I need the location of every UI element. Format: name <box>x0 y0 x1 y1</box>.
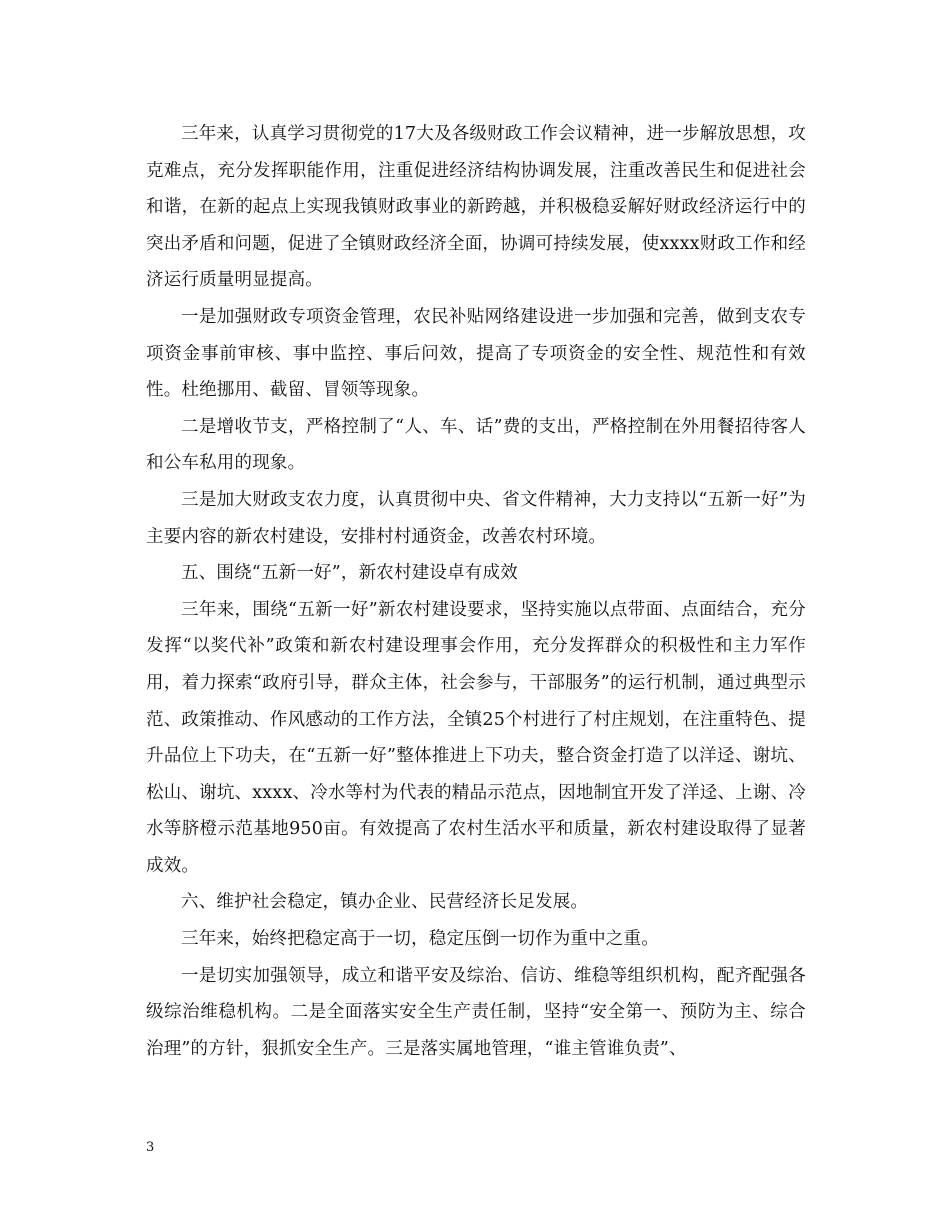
page-number: 3 <box>146 1140 155 1155</box>
paragraph-8: 三年来，始终把稳定高于一切，稳定压倒一切作为重中之重。 <box>181 929 659 950</box>
document-body <box>146 116 806 1067</box>
paragraph-6: 三年来，围绕“五新一好”新农村建设要求，坚持实施以点带面、点面结合，充分发挥“以奖代补”政策和新农村建设理事会作用，充分发挥群众的积极性和主力军作用，着力探索“政府引导，群众主体，社会参与，干部服务”的运行机制，通过典型示范、政策推动、作风感动的工作方法，全镇25个村进行了村庄规划，在注重特色、提升品位上下功夫，在“五新一好”整体推进上下功夫，整合资金打造了以洋迳、谢坑、松山、谢坑、xxxx、冷水等村为代表的精品示范点，因地制宜开发了洋迳、上谢、冷水等脐橙示范基地950亩。有效提高了农村生活水平和质量，新农村建设取得了显著成效。 <box>146 599 806 876</box>
paragraph-3: 二是增收节支，严格控制了“人、车、话”费的支出，严格控制在外用餐招待客人和公车私用的现象。 <box>146 416 806 474</box>
section-heading-5: 五、围绕“五新一好”，新农村建设卓有成效 <box>181 563 518 584</box>
paragraph-2: 一是加强财政专项资金管理，农民补贴网络建设进一步加强和完善，做到支农专项资金事前审核、事中监控、事后问效，提高了专项资金的安全性、规范性和有效性。杜绝挪用、截留、冒领等现象。 <box>146 306 806 401</box>
paragraph-9: 一是切实加强领导，成立和谐平安及综治、信访、维稳等组织机构，配齐配强各级综治维稳机构。二是全面落实安全生产责任制，坚持“安全第一、预防为主、综合治理”的方针，狠抓安全生产。三是落实属地管理，“谁主管谁负责”、 <box>146 965 806 1059</box>
section-heading-6: 六、维护社会稳定，镇办企业、民营经济长足发展。 <box>181 892 589 913</box>
paragraph-1: 三年来，认真学习贯彻党的17大及各级财政工作会议精神，进一步解放思想，攻克难点，充分发挥职能作用，注重促进经济结构协调发展，注重改善民生和促进社会和谐，在新的起点上实现我镇财政事业的新跨越，并积极稳妥解好财政经济运行中的突出矛盾和问题，促进了全镇财政经济全面，协调可持续发展，使xxxx财政工作和经济运行质量明显提高。 <box>146 124 806 291</box>
paragraph-4: 三是加大财政支农力度，认真贯彻中央、省文件精神，大力支持以“五新一好”为主要内容的新农村建设，安排村村通资金，改善农村环境。 <box>146 489 806 547</box>
